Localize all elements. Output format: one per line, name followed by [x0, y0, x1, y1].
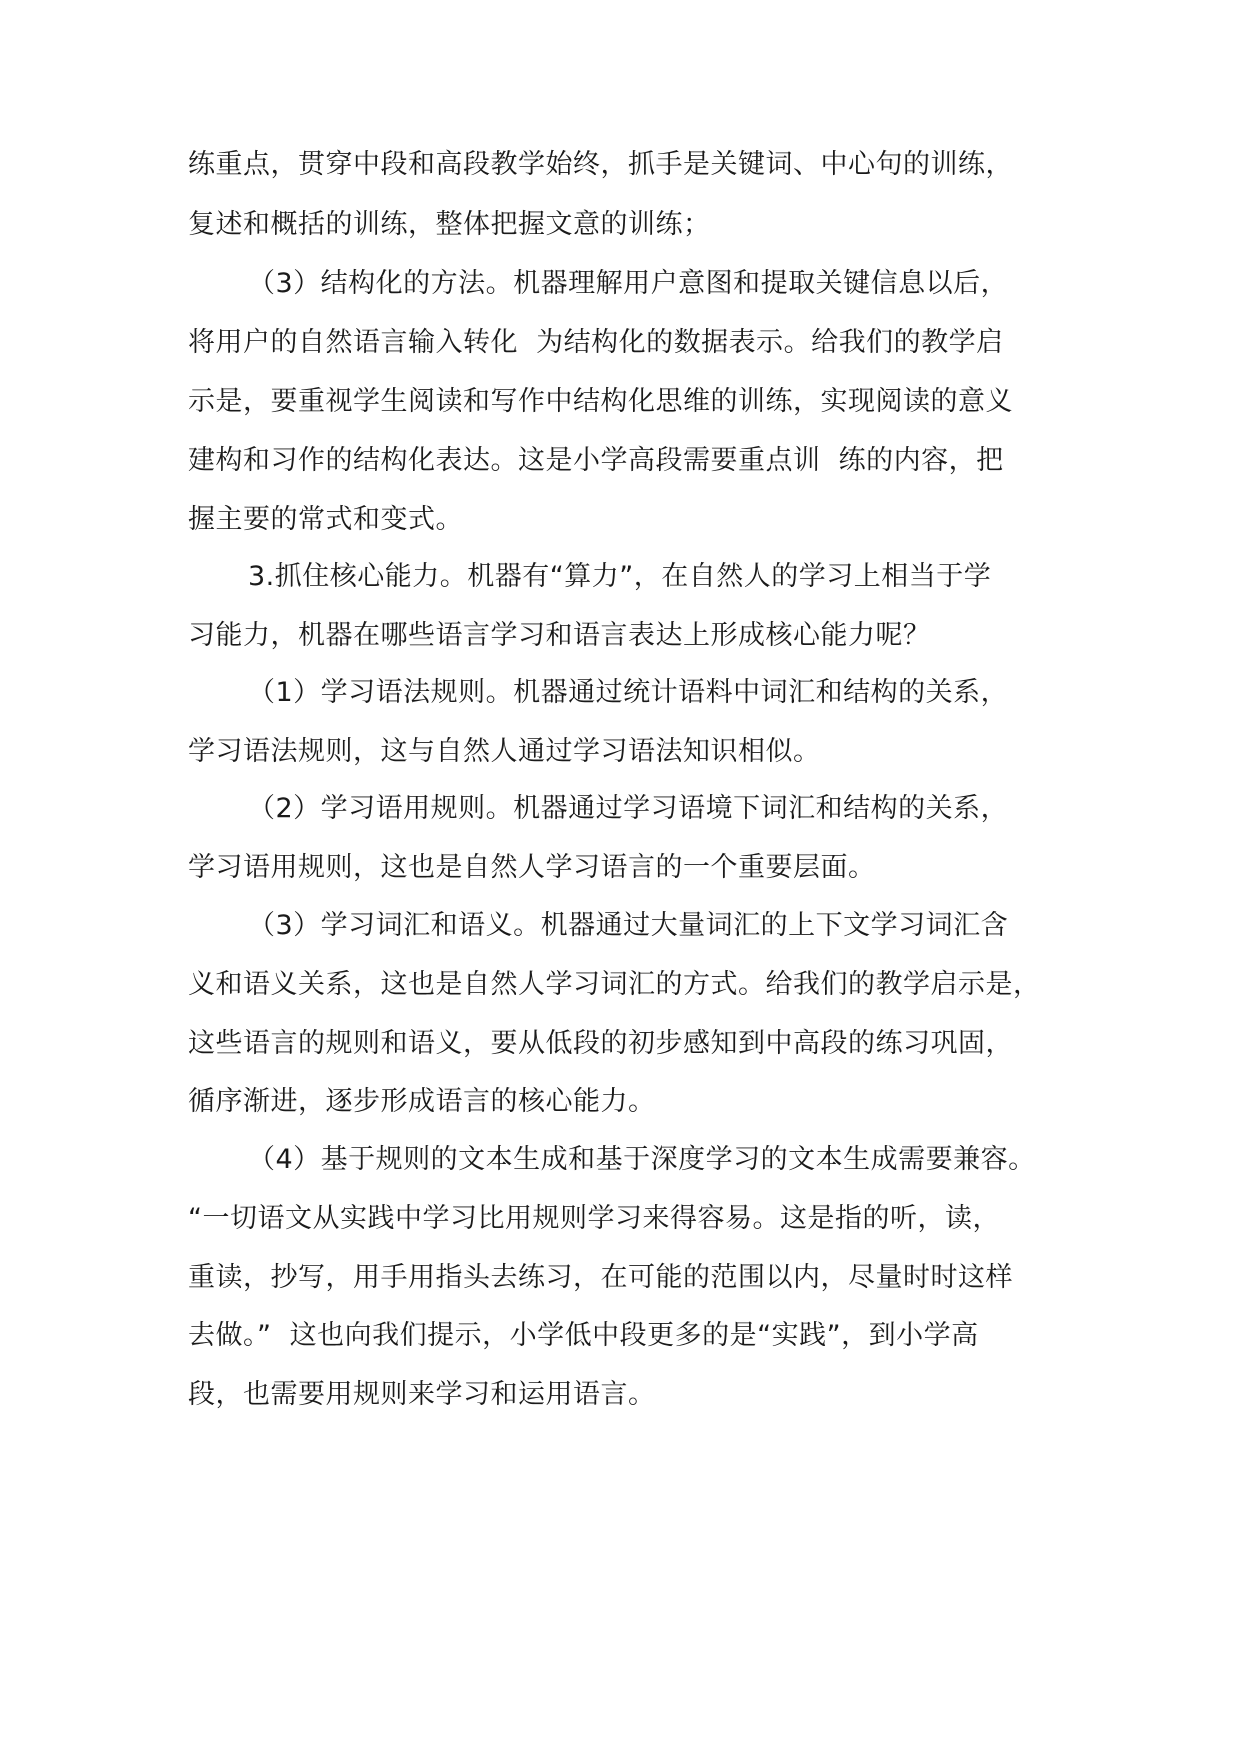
text-line: 重读，抄写，用手用指头去练习，在可能的范围以内，尽量时时这样 [188, 1262, 1013, 1293]
paragraph-start-line: （4）基于规则的文本生成和基于深度学习的文本生成需要兼容。 [248, 1144, 1036, 1175]
paragraph-start-line: （3）学习词汇和语义。机器通过大量词汇的上下文学习词汇含 [248, 910, 1009, 941]
paragraph-start-line: （1）学习语法规则。机器通过统计语料中词汇和结构的关系， [248, 677, 1009, 708]
text-line: 将用户的自然语言输入转化 为结构化的数据表示。给我们的教学启 [188, 327, 1004, 358]
text-line: 握主要的常式和变式。 [188, 504, 463, 535]
paragraph-start-line: （2）学习语用规则。机器通过学习语境下词汇和结构的关系， [248, 793, 1009, 824]
text-line: 建构和习作的结构化表达。这是小学高段需要重点训 练的内容，把 [188, 445, 1004, 476]
text-line: “一切语文从实践中学习比用规则学习来得容易。这是指的听，读， [188, 1203, 1000, 1234]
text-line: 循序渐进，逐步形成语言的核心能力。 [188, 1086, 656, 1117]
text-line: 练重点，贯穿中段和高段教学始终，抓手是关键词、中心句的训练， [188, 149, 1013, 180]
text-line: 学习语法规则，这与自然人通过学习语法知识相似。 [188, 736, 821, 767]
text-line: 义和语义关系，这也是自然人学习词汇的方式。给我们的教学启示是， [188, 969, 1041, 1000]
text-line: 学习语用规则，这也是自然人学习语言的一个重要层面。 [188, 852, 876, 883]
paragraph-start-line: （3）结构化的方法。机器理解用户意图和提取关键信息以后， [248, 268, 1009, 299]
paragraph-start-line: 3.抓住核心能力。机器有“算力”，在自然人的学习上相当于学 [248, 561, 992, 592]
text-line: 示是，要重视学生阅读和写作中结构化思维的训练，实现阅读的意义 [188, 386, 1013, 417]
text-line: 这些语言的规则和语义，要从低段的初步感知到中高段的练习巩固， [188, 1028, 1013, 1059]
text-line: 段，也需要用规则来学习和运用语言。 [188, 1379, 656, 1410]
text-line: 复述和概括的训练，整体把握文意的训练； [188, 209, 711, 240]
text-line: 习能力，机器在哪些语言学习和语言表达上形成核心能力呢？ [188, 620, 931, 651]
text-line: 去做。” 这也向我们提示，小学低中段更多的是“实践”，到小学高 [188, 1320, 979, 1351]
